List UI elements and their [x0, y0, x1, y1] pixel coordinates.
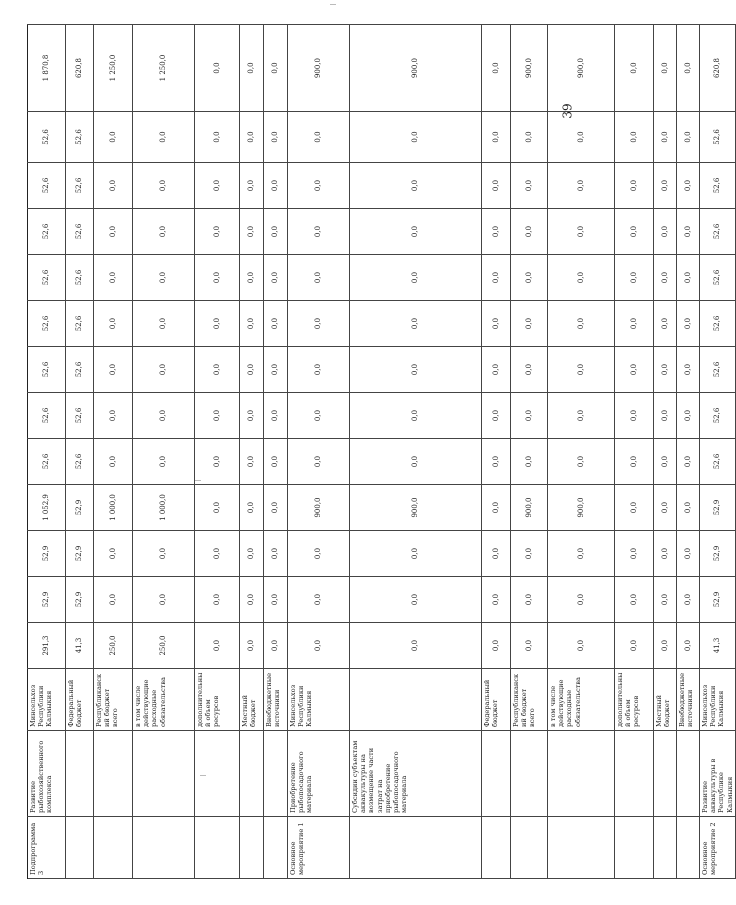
value-cell: 0,0: [548, 163, 615, 209]
table-row: [548, 25, 615, 879]
table-row: [94, 25, 133, 879]
value-cell: 0,0: [677, 255, 700, 301]
table-row: [654, 25, 677, 879]
value-cell: 0,0: [482, 209, 511, 255]
funding-source-cell: Минсельхоз Республики Калмыкия: [288, 669, 350, 731]
table-row: [133, 25, 195, 879]
table-row: [28, 25, 66, 879]
value-cell: 0,0: [677, 485, 700, 531]
value-cell: 0,0: [94, 112, 133, 163]
table-body: [28, 25, 736, 879]
value-cell: 52,9: [66, 577, 94, 623]
value-cell: 0,0: [482, 393, 511, 439]
value-cell: 0,0: [288, 347, 350, 393]
funding-source-cell: Минсельхоз Республики Калмыкия: [700, 669, 736, 731]
value-cell: 0,0: [350, 577, 482, 623]
value-cell: 0,0: [350, 209, 482, 255]
value-cell: 1 000,0: [94, 485, 133, 531]
value-cell: 0,0: [677, 347, 700, 393]
value-cell: 52,9: [66, 485, 94, 531]
value-cell: 0,0: [615, 439, 654, 485]
value-cell: 52,6: [28, 255, 66, 301]
funding-source-cell: Федеральный бюджет: [66, 669, 94, 731]
value-cell: 0,0: [482, 439, 511, 485]
value-cell: 0,0: [482, 301, 511, 347]
value-cell: 41,3: [66, 623, 94, 669]
program-cell: [548, 817, 615, 879]
value-cell: 52,6: [28, 209, 66, 255]
value-cell: 0,0: [677, 439, 700, 485]
value-cell: 0,0: [288, 209, 350, 255]
value-cell: 0,0: [511, 393, 548, 439]
value-cell: 0,0: [548, 531, 615, 577]
value-cell: 52,9: [700, 485, 736, 531]
program-cell: [264, 817, 288, 879]
value-cell: 52,6: [700, 301, 736, 347]
value-cell: 0,0: [677, 112, 700, 163]
activity-cell: [677, 731, 700, 817]
value-cell: 0,0: [482, 531, 511, 577]
value-cell: 0,0: [615, 485, 654, 531]
value-cell: 52,6: [66, 255, 94, 301]
value-cell: 0,0: [195, 531, 240, 577]
program-cell: [66, 817, 94, 879]
value-cell: 0,0: [240, 255, 264, 301]
value-cell: 0,0: [240, 485, 264, 531]
value-cell: 0,0: [288, 439, 350, 485]
value-cell: 0,0: [350, 393, 482, 439]
value-cell: 52,6: [700, 209, 736, 255]
value-cell: 52,6: [28, 112, 66, 163]
value-cell: 0,0: [264, 163, 288, 209]
activity-cell: [94, 731, 133, 817]
value-cell: 0,0: [654, 209, 677, 255]
value-cell: 0,0: [511, 347, 548, 393]
value-cell: 291,3: [28, 623, 66, 669]
value-cell: 0,0: [264, 485, 288, 531]
value-cell: 52,6: [66, 393, 94, 439]
value-cell: 620,8: [700, 25, 736, 112]
value-cell: 250,0: [94, 623, 133, 669]
value-cell: 52,6: [28, 439, 66, 485]
value-cell: 0,0: [264, 301, 288, 347]
activity-cell: [240, 731, 264, 817]
activity-cell: [264, 731, 288, 817]
value-cell: 52,6: [66, 301, 94, 347]
value-cell: 1 250,0: [94, 25, 133, 112]
value-cell: 41,3: [700, 623, 736, 669]
value-cell: 0,0: [350, 623, 482, 669]
value-cell: 52,6: [66, 163, 94, 209]
value-cell: 0,0: [195, 347, 240, 393]
value-cell: 0,0: [548, 393, 615, 439]
value-cell: 0,0: [350, 347, 482, 393]
value-cell: 0,0: [548, 623, 615, 669]
program-cell: [677, 817, 700, 879]
value-cell: 0,0: [615, 255, 654, 301]
value-cell: 0,0: [133, 301, 195, 347]
program-cell: [511, 817, 548, 879]
activity-cell: [133, 731, 195, 817]
value-cell: 0,0: [288, 255, 350, 301]
activity-cell: [195, 731, 240, 817]
value-cell: 0,0: [195, 112, 240, 163]
value-cell: 52,9: [700, 577, 736, 623]
value-cell: 0,0: [94, 163, 133, 209]
value-cell: 0,0: [350, 439, 482, 485]
program-cell: [654, 817, 677, 879]
value-cell: 0,0: [133, 347, 195, 393]
value-cell: 0,0: [482, 163, 511, 209]
value-cell: 0,0: [264, 623, 288, 669]
value-cell: 52,6: [700, 439, 736, 485]
table-row: [195, 25, 240, 879]
value-cell: 0,0: [677, 301, 700, 347]
value-cell: 0,0: [264, 577, 288, 623]
value-cell: 0,0: [288, 301, 350, 347]
value-cell: 0,0: [654, 255, 677, 301]
value-cell: 0,0: [240, 531, 264, 577]
value-cell: 620,8: [66, 25, 94, 112]
value-cell: 0,0: [240, 577, 264, 623]
table-row: [350, 25, 482, 879]
value-cell: 900,0: [350, 25, 482, 112]
value-cell: 52,6: [66, 209, 94, 255]
value-cell: 0,0: [288, 623, 350, 669]
value-cell: 0,0: [264, 347, 288, 393]
activity-cell: Развитие аквакультуры в Республике Калмыкия: [700, 731, 736, 817]
value-cell: 0,0: [677, 623, 700, 669]
value-cell: 0,0: [654, 439, 677, 485]
value-cell: 0,0: [677, 393, 700, 439]
activity-cell: [615, 731, 654, 817]
value-cell: 0,0: [240, 163, 264, 209]
program-cell: Основное мероприятие 1: [288, 817, 350, 879]
activity-cell: [654, 731, 677, 817]
funding-source-cell: в том числе действующие расходные обязательства: [133, 669, 195, 731]
value-cell: 0,0: [133, 439, 195, 485]
value-cell: 0,0: [615, 347, 654, 393]
program-cell: [482, 817, 511, 879]
value-cell: 250,0: [133, 623, 195, 669]
value-cell: 52,9: [28, 577, 66, 623]
value-cell: 900,0: [548, 485, 615, 531]
value-cell: 0,0: [264, 25, 288, 112]
value-cell: 0,0: [240, 623, 264, 669]
value-cell: 0,0: [264, 209, 288, 255]
value-cell: 0,0: [94, 531, 133, 577]
value-cell: 0,0: [240, 347, 264, 393]
funding-source-cell: Внебюджетные источники: [264, 669, 288, 731]
value-cell: 1 052,9: [28, 485, 66, 531]
value-cell: 0,0: [654, 485, 677, 531]
value-cell: 0,0: [288, 577, 350, 623]
value-cell: 900,0: [511, 25, 548, 112]
value-cell: 0,0: [511, 531, 548, 577]
value-cell: 0,0: [94, 439, 133, 485]
value-cell: 0,0: [195, 439, 240, 485]
funding-source-cell: Внебюджетные источники: [677, 669, 700, 731]
value-cell: 0,0: [615, 25, 654, 112]
value-cell: 0,0: [482, 347, 511, 393]
value-cell: 0,0: [133, 577, 195, 623]
page-number: 39: [560, 103, 575, 119]
value-cell: 0,0: [511, 439, 548, 485]
value-cell: 52,6: [700, 347, 736, 393]
value-cell: 900,0: [548, 25, 615, 112]
value-cell: 0,0: [350, 163, 482, 209]
value-cell: 0,0: [654, 347, 677, 393]
value-cell: 0,0: [240, 25, 264, 112]
value-cell: 0,0: [133, 531, 195, 577]
funding-source-cell: Республиканский бюджет всего: [94, 669, 133, 731]
value-cell: 0,0: [195, 623, 240, 669]
value-cell: 0,0: [654, 393, 677, 439]
value-cell: 900,0: [350, 485, 482, 531]
value-cell: 0,0: [511, 163, 548, 209]
value-cell: 0,0: [615, 623, 654, 669]
table-row: [615, 25, 654, 879]
program-cell: Подпрограмма 3: [28, 817, 66, 879]
value-cell: 0,0: [240, 112, 264, 163]
value-cell: 0,0: [288, 393, 350, 439]
value-cell: 900,0: [511, 485, 548, 531]
table-row: [677, 25, 700, 879]
value-cell: 0,0: [240, 439, 264, 485]
value-cell: 900,0: [288, 25, 350, 112]
program-cell: [94, 817, 133, 879]
value-cell: 0,0: [133, 209, 195, 255]
value-cell: 0,0: [195, 485, 240, 531]
value-cell: 0,0: [654, 25, 677, 112]
value-cell: 0,0: [133, 393, 195, 439]
value-cell: 52,9: [28, 531, 66, 577]
program-cell: Основное мероприятие 2: [700, 817, 736, 879]
value-cell: 0,0: [240, 209, 264, 255]
value-cell: 52,6: [700, 112, 736, 163]
value-cell: 0,0: [615, 112, 654, 163]
value-cell: 0,0: [511, 112, 548, 163]
value-cell: 52,6: [700, 393, 736, 439]
value-cell: 0,0: [264, 439, 288, 485]
value-cell: 0,0: [195, 25, 240, 112]
value-cell: 52,6: [700, 255, 736, 301]
scan-mark: [200, 775, 206, 776]
value-cell: 0,0: [548, 347, 615, 393]
value-cell: 0,0: [264, 531, 288, 577]
value-cell: 0,0: [548, 112, 615, 163]
budget-table: [27, 24, 736, 879]
activity-cell: [548, 731, 615, 817]
value-cell: 0,0: [350, 255, 482, 301]
funding-source-cell: [350, 669, 482, 731]
value-cell: 0,0: [94, 577, 133, 623]
value-cell: 0,0: [133, 255, 195, 301]
activity-cell: Приобретение рыбопосадочного материала: [288, 731, 350, 817]
scan-mark: [195, 480, 201, 481]
value-cell: 0,0: [654, 623, 677, 669]
value-cell: 0,0: [677, 531, 700, 577]
value-cell: 52,6: [66, 112, 94, 163]
value-cell: 0,0: [654, 112, 677, 163]
value-cell: 0,0: [548, 439, 615, 485]
value-cell: 0,0: [288, 163, 350, 209]
value-cell: 52,9: [700, 531, 736, 577]
activity-cell: [482, 731, 511, 817]
value-cell: 0,0: [615, 301, 654, 347]
funding-source-cell: Местный бюджет: [240, 669, 264, 731]
value-cell: 52,9: [66, 531, 94, 577]
value-cell: 0,0: [350, 112, 482, 163]
table-row: [264, 25, 288, 879]
value-cell: 0,0: [615, 531, 654, 577]
value-cell: 0,0: [548, 301, 615, 347]
value-cell: 0,0: [654, 577, 677, 623]
value-cell: 0,0: [482, 112, 511, 163]
value-cell: 0,0: [288, 531, 350, 577]
activity-cell: Субсидии субъектам аквакультуры на возмещение части затрат на приобретение рыбопосадочного материала: [350, 731, 482, 817]
value-cell: 0,0: [195, 577, 240, 623]
value-cell: 0,0: [482, 623, 511, 669]
funding-source-cell: в том числе действующие расходные обязательства: [548, 669, 615, 731]
value-cell: 0,0: [264, 255, 288, 301]
value-cell: 0,0: [511, 209, 548, 255]
value-cell: 0,0: [548, 255, 615, 301]
funding-source-cell: дополнительный объем ресурсов: [615, 669, 654, 731]
value-cell: 0,0: [677, 209, 700, 255]
activity-cell: [66, 731, 94, 817]
value-cell: 0,0: [350, 531, 482, 577]
table-row: [482, 25, 511, 879]
value-cell: 0,0: [195, 163, 240, 209]
value-cell: 0,0: [133, 163, 195, 209]
value-cell: 0,0: [195, 209, 240, 255]
value-cell: 0,0: [615, 209, 654, 255]
funding-source-cell: Федеральный бюджет: [482, 669, 511, 731]
program-cell: [195, 817, 240, 879]
value-cell: 0,0: [195, 255, 240, 301]
value-cell: 52,6: [700, 163, 736, 209]
value-cell: 0,0: [654, 163, 677, 209]
value-cell: 0,0: [133, 112, 195, 163]
program-cell: [240, 817, 264, 879]
table-row: [700, 25, 736, 879]
value-cell: 0,0: [548, 577, 615, 623]
value-cell: 0,0: [288, 112, 350, 163]
value-cell: 0,0: [677, 25, 700, 112]
value-cell: 0,0: [615, 163, 654, 209]
table-row: [66, 25, 94, 879]
value-cell: 52,6: [28, 163, 66, 209]
value-cell: 0,0: [240, 393, 264, 439]
value-cell: 0,0: [94, 255, 133, 301]
table-row: [511, 25, 548, 879]
value-cell: 0,0: [350, 301, 482, 347]
value-cell: 0,0: [654, 301, 677, 347]
value-cell: 1 870,8: [28, 25, 66, 112]
funding-source-cell: Минсельхоз Республики Калмыкия: [28, 669, 66, 731]
value-cell: 0,0: [240, 301, 264, 347]
value-cell: 0,0: [511, 301, 548, 347]
value-cell: 0,0: [482, 25, 511, 112]
value-cell: 0,0: [195, 301, 240, 347]
value-cell: 0,0: [94, 209, 133, 255]
value-cell: 0,0: [264, 393, 288, 439]
value-cell: 52,6: [28, 301, 66, 347]
value-cell: 1 000,0: [133, 485, 195, 531]
value-cell: 52,6: [28, 393, 66, 439]
program-cell: [350, 817, 482, 879]
value-cell: 900,0: [288, 485, 350, 531]
funding-source-cell: Республиканский бюджет всего: [511, 669, 548, 731]
value-cell: 0,0: [482, 577, 511, 623]
value-cell: 52,6: [66, 347, 94, 393]
value-cell: 52,6: [66, 439, 94, 485]
value-cell: 0,0: [482, 255, 511, 301]
value-cell: 0,0: [677, 163, 700, 209]
value-cell: 0,0: [511, 623, 548, 669]
value-cell: 0,0: [511, 255, 548, 301]
table-row: [240, 25, 264, 879]
value-cell: 0,0: [264, 112, 288, 163]
value-cell: 0,0: [94, 301, 133, 347]
value-cell: 52,6: [28, 347, 66, 393]
value-cell: 0,0: [677, 577, 700, 623]
value-cell: 0,0: [615, 577, 654, 623]
activity-cell: [511, 731, 548, 817]
program-cell: [133, 817, 195, 879]
value-cell: 1 250,0: [133, 25, 195, 112]
value-cell: 0,0: [548, 209, 615, 255]
funding-source-cell: дополнительный объем ресурсов: [195, 669, 240, 731]
value-cell: 0,0: [654, 531, 677, 577]
value-cell: 0,0: [94, 393, 133, 439]
scan-mark: [330, 4, 336, 5]
value-cell: 0,0: [195, 393, 240, 439]
value-cell: 0,0: [511, 577, 548, 623]
value-cell: 0,0: [94, 347, 133, 393]
funding-source-cell: Местный бюджет: [654, 669, 677, 731]
value-cell: 0,0: [482, 485, 511, 531]
table-row: [288, 25, 350, 879]
program-cell: [615, 817, 654, 879]
value-cell: 0,0: [615, 393, 654, 439]
activity-cell: Развитие рыбохозяйственного комплекса: [28, 731, 66, 817]
